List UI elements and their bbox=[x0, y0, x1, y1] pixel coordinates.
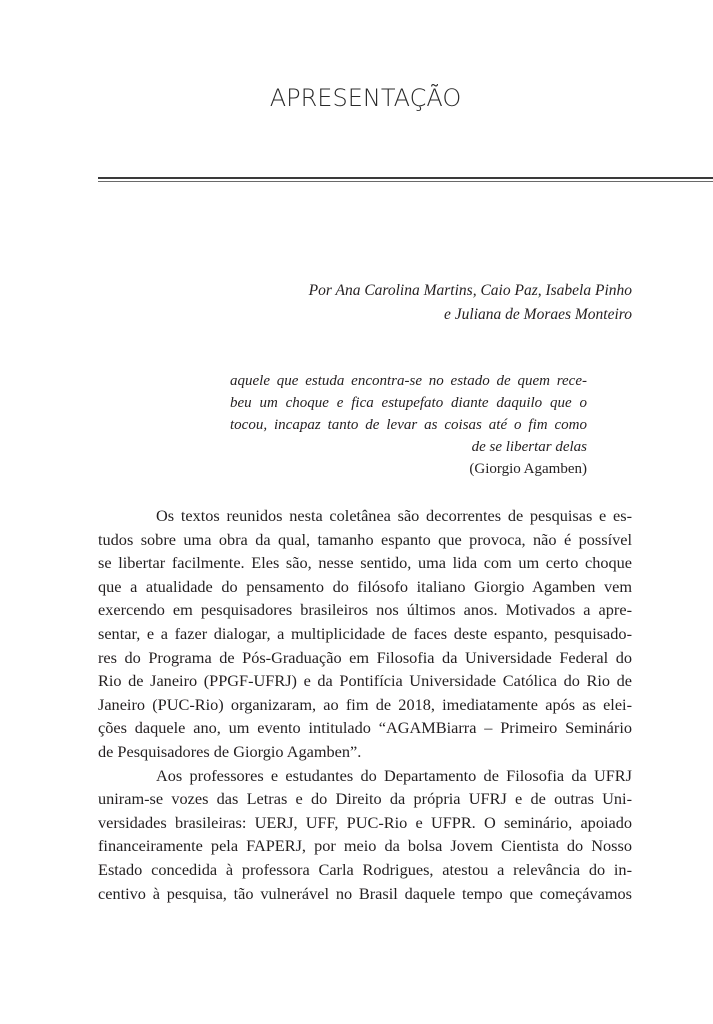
byline-line: e Juliana de Moraes Monteiro bbox=[444, 306, 632, 323]
paragraph-line: Janeiro (PUC-Rio) organizaram, ao fim de 2018, imediatamente após as elei- bbox=[98, 694, 632, 714]
paragraph-line: centivo à pesquisa, tão vulnerável no Brasil daquele tempo que começávamos bbox=[98, 883, 632, 903]
paragraph-line: ções daquele ano, um evento intitulado “AGAMBiarra – Primeiro Seminário bbox=[98, 718, 632, 738]
paragraph-line: financeiramente pela FAPERJ, por meio da bolsa Jovem Cientista do Nosso bbox=[98, 836, 632, 856]
paragraph-line: tudos sobre uma obra da qual, tamanho espanto que provoca, não é possível bbox=[98, 529, 632, 549]
byline bbox=[200, 279, 632, 327]
page-title: APRESENTAÇÃO bbox=[269, 84, 462, 112]
paragraph-line: Os textos reunidos nesta coletânea são decorrentes de pesquisas e es- bbox=[156, 506, 632, 525]
body-text bbox=[98, 504, 632, 905]
paragraph-line: versidades brasileiras: UERJ, UFF, PUC-Rio e UFPR. O seminário, apoiado bbox=[98, 812, 632, 832]
epigraph-line: aquele que estuda encontra-se no estado de quem rece- bbox=[230, 373, 587, 389]
paragraph-line: Rio de Janeiro (PPGF-UFRJ) e da Pontifícia Universidade Católica do Rio de bbox=[98, 671, 632, 691]
epigraph-line: de se libertar delas bbox=[471, 439, 587, 455]
paragraph-line: uniram-se vozes das Letras e do Direito da própria UFRJ e de outras Uni- bbox=[98, 789, 632, 809]
byline-line: Por Ana Carolina Martins, Caio Paz, Isabela Pinho bbox=[308, 282, 632, 299]
epigraph bbox=[230, 370, 587, 480]
paragraph-line: se libertar facilmente. Eles são, nesse sentido, uma lida com um certo choque bbox=[98, 553, 632, 573]
paragraph-line: res do Programa de Pós-Graduação em Filosofia da Universidade Federal do bbox=[98, 647, 632, 667]
paragraph-line: sentar, e a fazer dialogar, a multiplicidade de faces deste espanto, pesquisado- bbox=[98, 623, 632, 643]
epigraph-line: beu um choque e fica estupefato diante daquilo que o bbox=[230, 395, 587, 411]
paragraph-line: que a atualidade do pensamento do filósofo italiano Giorgio Agamben vem bbox=[98, 576, 632, 596]
epigraph-citation: (Giorgio Agamben) bbox=[469, 461, 587, 477]
header-divider-thin bbox=[98, 181, 713, 182]
paragraph-line: Estado concedida à professora Carla Rodrigues, atestou a relevância do in- bbox=[98, 859, 632, 879]
paragraph-line: exercendo em pesquisadores brasileiros nos últimos anos. Motivados a apre- bbox=[98, 600, 632, 620]
paragraph-line: de Pesquisadores de Giorgio Agamben”. bbox=[98, 741, 362, 761]
paragraph-line: Aos professores e estudantes do Departamento de Filosofia da UFRJ bbox=[156, 765, 632, 785]
header-divider bbox=[98, 177, 713, 179]
epigraph-line: tocou, incapaz tanto de levar as coisas até o fim como bbox=[230, 417, 587, 433]
